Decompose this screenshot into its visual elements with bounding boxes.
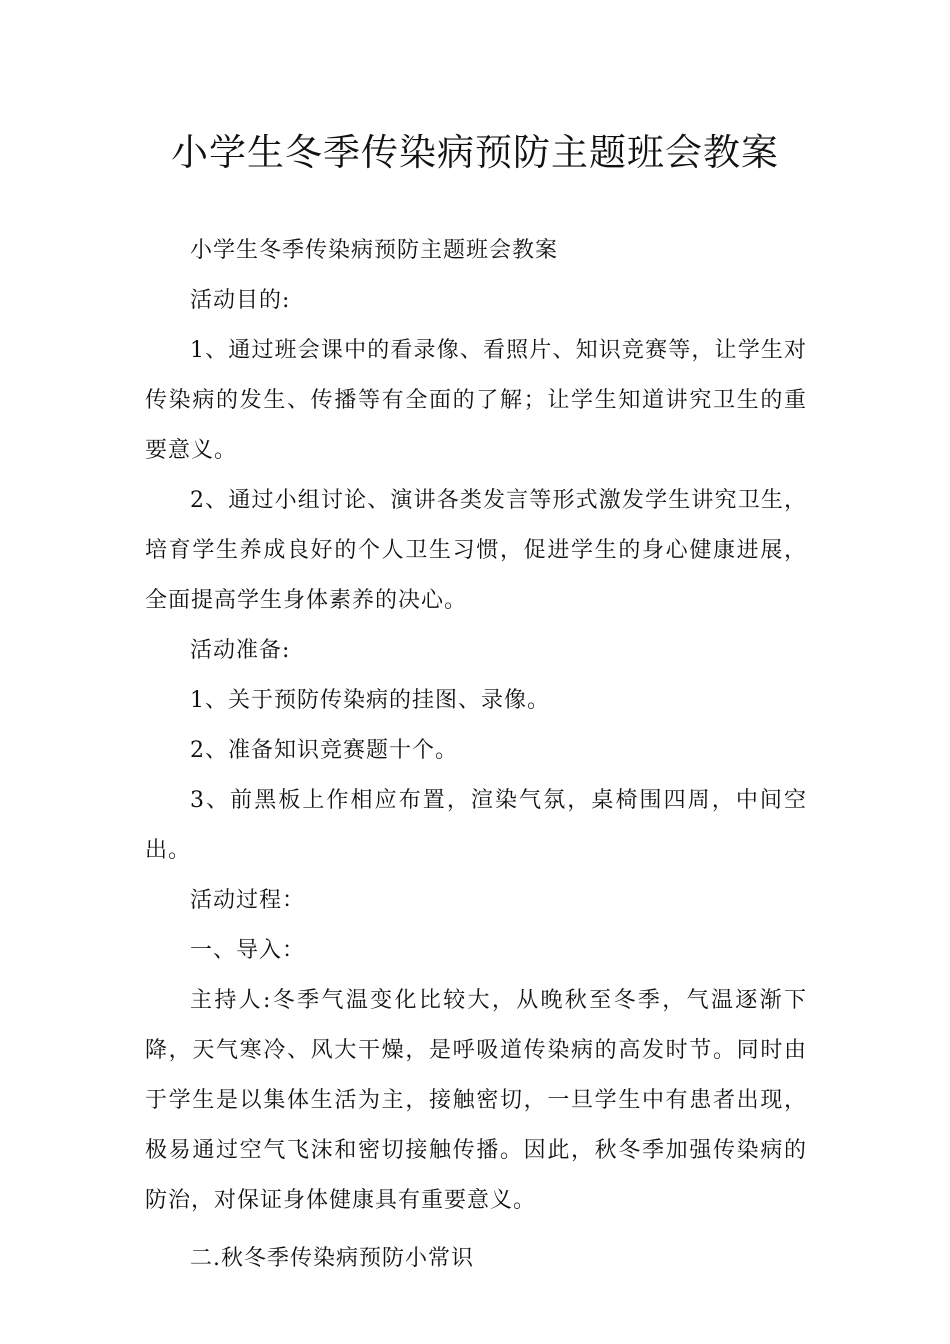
paragraph-activity-prep-heading: 活动准备:: [190, 638, 291, 663]
paragraph-activity-goal-heading: 活动目的:: [190, 288, 291, 313]
paragraph-activity-process-heading: 活动过程：: [190, 888, 306, 913]
document-body: [145, 226, 807, 1284]
paragraph-goal-2: 2、通过小组讨论、演讲各类发言等形式激发学生讲究卫生，培育学生养成良好的个人卫生习惯，促进学生的身心健康进展，全面提高学生身体素养的决心。: [145, 488, 807, 613]
paragraph-section-2-heading: 二.秋冬季传染病预防小常识: [190, 1246, 474, 1271]
paragraph-prep-1: 1、关于预防传染病的挂图、录像。: [190, 688, 550, 713]
paragraph-goal-1: 1、通过班会课中的看录像、看照片、知识竞赛等，让学生对传染病的发生、传播等有全面的了解；让学生知道讲究卫生的重要意义。: [145, 338, 807, 463]
paragraph-prep-3: 3、前黑板上作相应布置，渲染气氛，桌椅围四周，中间空出。: [145, 788, 807, 863]
paragraph-section-1-heading: 一、导入：: [190, 938, 306, 963]
paragraph-prep-2: 2、准备知识竞赛题十个。: [190, 738, 458, 763]
paragraph-subtitle: 小学生冬季传染病预防主题班会教案: [190, 238, 559, 263]
paragraph-host-intro: 主持人:冬季气温变化比较大，从晚秋至冬季，气温逐渐下降，天气寒冷、风大干燥，是呼吸道传染病的高发时节。同时由于学生是以集体生活为主，接触密切，一旦学生中有患者出现，极易通过空气飞沫和密切接触传播。因此，秋冬季加强传染病的防治，对保证身体健康具有重要意义。: [145, 988, 807, 1213]
document-title: 小学生冬季传染病预防主题班会教案: [171, 131, 779, 174]
